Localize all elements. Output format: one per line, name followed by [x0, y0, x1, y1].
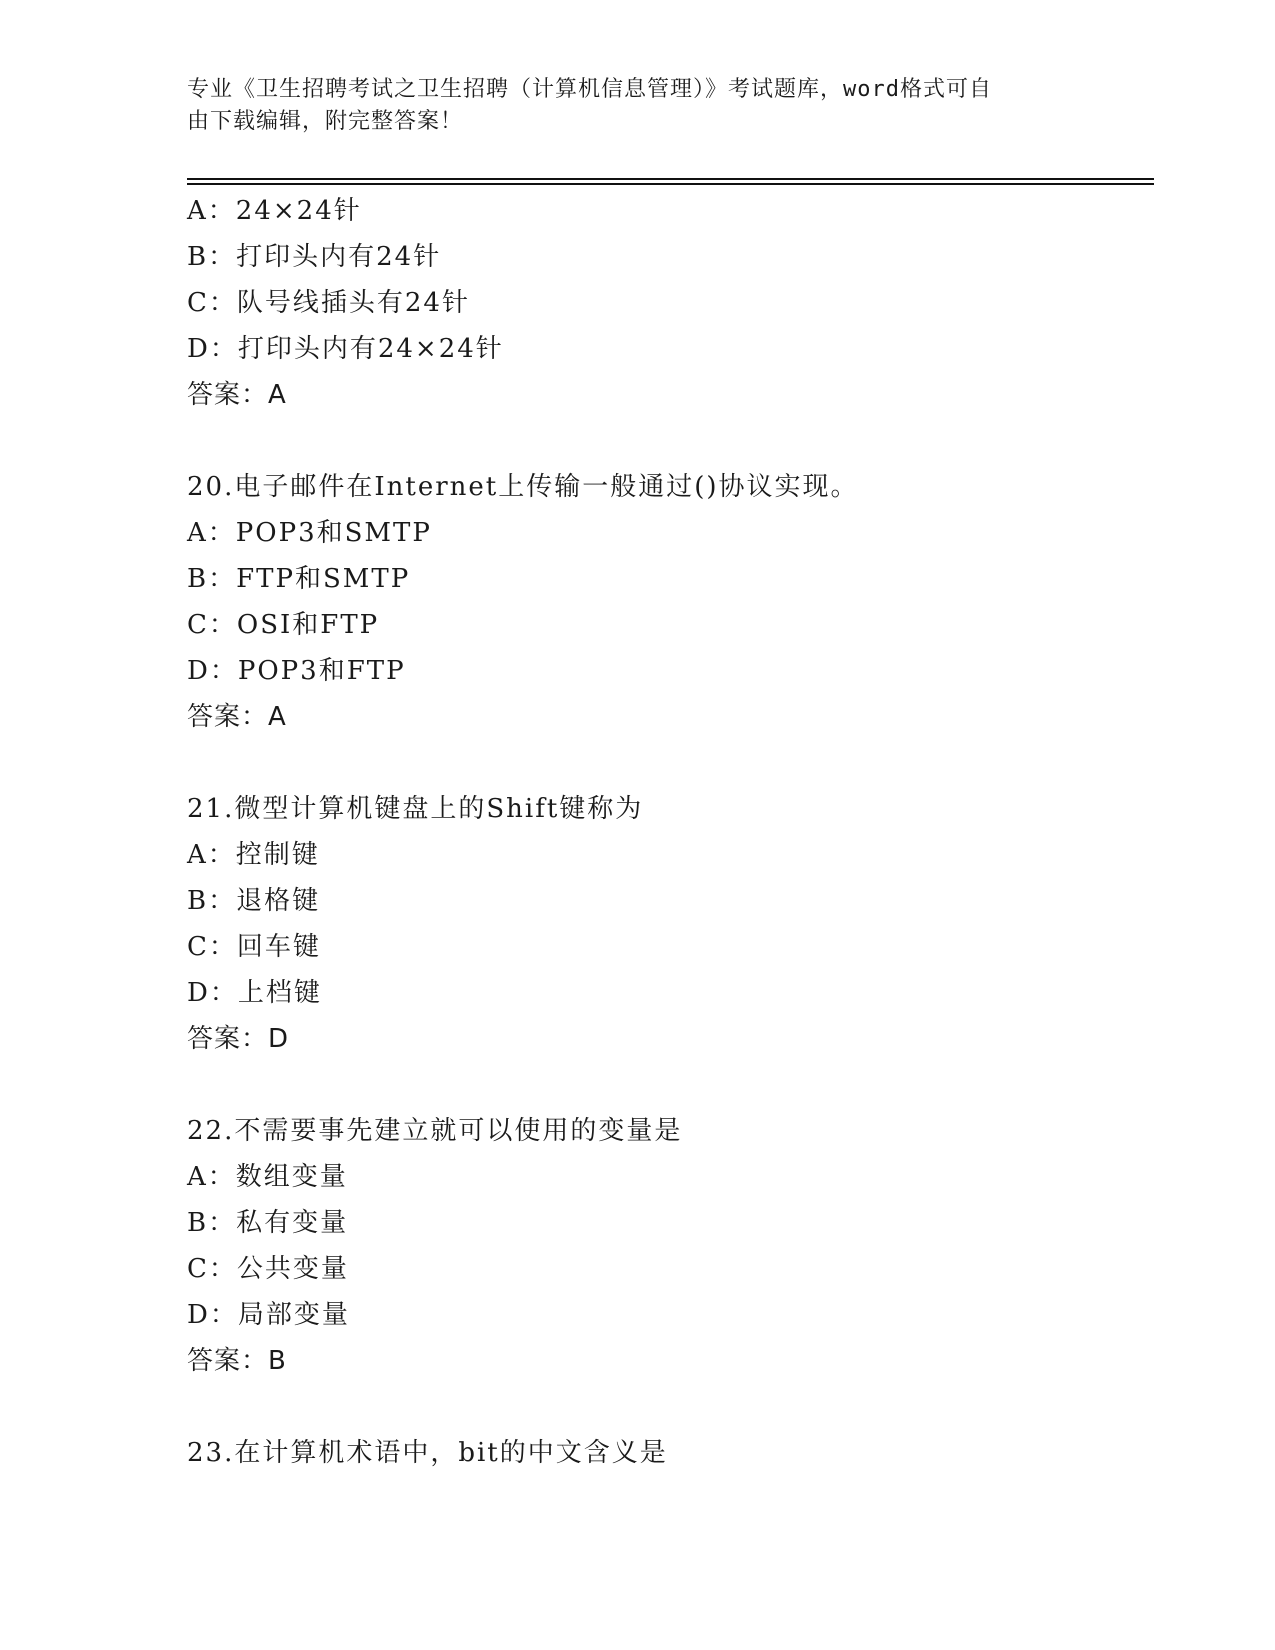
option-d: D：POP3和FTP [187, 656, 406, 686]
option-d: D：上档键 [187, 978, 322, 1008]
spacer [187, 740, 1147, 786]
question-20 [187, 464, 1147, 740]
question-22 [187, 1108, 1147, 1384]
answer: 答案：D [187, 1024, 290, 1054]
question-19 [187, 188, 1147, 418]
option-b: B：私有变量 [187, 1208, 349, 1238]
option-d: D：打印头内有24×24针 [187, 334, 504, 364]
option-a: A：数组变量 [187, 1162, 348, 1192]
answer: 答案：A [187, 702, 287, 732]
option-d: D：局部变量 [187, 1300, 350, 1330]
document-header [187, 74, 1087, 138]
question-23 [187, 1430, 1147, 1476]
header-divider-top [187, 178, 1154, 180]
option-a: A：POP3和SMTP [187, 518, 432, 548]
answer: 答案：B [187, 1346, 287, 1376]
option-c: C：公共变量 [187, 1254, 349, 1284]
option-b: B：打印头内有24针 [187, 242, 442, 272]
spacer [187, 418, 1147, 464]
option-a: A：24×24针 [187, 196, 362, 226]
header-divider-bottom [187, 183, 1154, 185]
answer: 答案：A [187, 380, 287, 410]
question-stem: 22.不需要事先建立就可以使用的变量是 [187, 1116, 683, 1146]
question-stem: 23.在计算机术语中，bit的中文含义是 [187, 1438, 668, 1468]
header-line-2: 由下载编辑，附完整答案！ [187, 109, 464, 134]
question-list [187, 188, 1147, 1476]
spacer [187, 1384, 1147, 1430]
question-stem: 21.微型计算机键盘上的Shift键称为 [187, 794, 644, 824]
question-stem: 20.电子邮件在Internet上传输一般通过()协议实现。 [187, 472, 859, 502]
option-c: C：回车键 [187, 932, 321, 962]
spacer [187, 1062, 1147, 1108]
question-21 [187, 786, 1147, 1062]
option-b: B：FTP和SMTP [187, 564, 411, 594]
option-c: C：OSI和FTP [187, 610, 380, 640]
option-a: A：控制键 [187, 840, 320, 870]
option-c: C：队号线插头有24针 [187, 288, 470, 318]
header-line-1: 专业《卫生招聘考试之卫生招聘（计算机信息管理）》考试题库，word格式可自 [187, 77, 992, 102]
option-b: B：退格键 [187, 886, 321, 916]
